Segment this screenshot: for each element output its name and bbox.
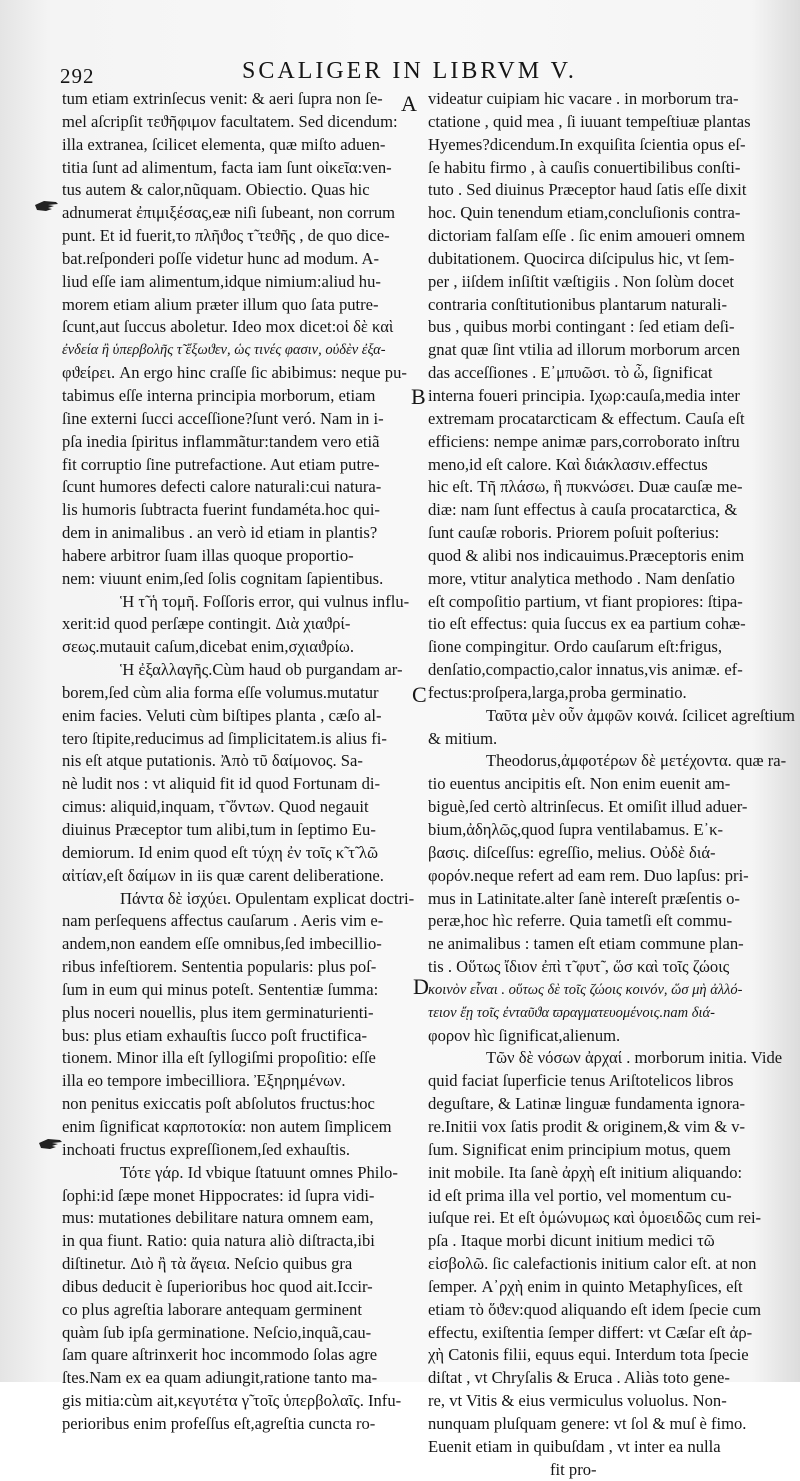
text-line: dem in animalibus . an verò id etiam in plantis? xyxy=(62,523,378,543)
text-line: pſa . Itaque morbi dicunt initium medici τῶ xyxy=(428,1231,715,1251)
text-line: tabimus eſſe interna principia morborum, etiam xyxy=(62,385,376,405)
text-line: tionem. Minor illa eſt ſyllogiſmi propoſitio: eſſe xyxy=(62,1048,376,1068)
text-line: adnumerat ἐπιμιξέσας,eæ niſi ſubeant, non corrum xyxy=(62,203,396,223)
text-line: Hyemes?dicendum.In exquiſita ſcientia opus eſ- xyxy=(428,134,746,154)
text-line: lis humoris ſubtracta fuerint fundaméta.hoc qui- xyxy=(62,500,380,520)
text-line: morem etiam alium præter illum quo ſata putre- xyxy=(62,294,379,314)
text-line: ſum. Significat enim principium motus, quem xyxy=(428,1139,731,1159)
pointing-hand-icon xyxy=(38,1137,64,1151)
text-line: χὴ Catonis filii, equus equi. Interdum tota ſpecie xyxy=(428,1345,749,1365)
text-line: bium,ἀδηλῶς,quod ſupra ventilabamus. Ε᾽κ- xyxy=(428,820,724,839)
text-line: diſtinetur. Διὸ ἢ τὰ ἄγεια. Neſcio quibus gra xyxy=(62,1254,353,1274)
text-line: interna foueri principia. Ιχωρ:cauſa,media inter xyxy=(428,385,740,405)
text-line: tero ſtipite,reducimus ad ſimplicitatem.is alius fi- xyxy=(62,728,387,748)
text-line: Theodorus,ἀμφοτέρων δὲ μετέχοντα. quæ ra- xyxy=(486,751,787,771)
text-line: deguſtare, & Latinæ linguæ fundamenta ignora- xyxy=(428,1094,746,1114)
pointing-hand-icon xyxy=(34,199,60,213)
text-line: φορον hìc ſignificat,alienum. xyxy=(428,1025,621,1045)
margin-letter-d: D xyxy=(413,974,429,999)
text-line: nem: viuunt enim,ſed ſolis cognitam ſapientibus. xyxy=(62,568,384,588)
text-line: inchoati fructus expreſſionem,ſed exhauſtis. xyxy=(62,1139,351,1159)
text-line: titia ſunt ad alimentum, facta iam ſunt οἰκεῖα:ven- xyxy=(62,157,392,177)
text-line: das acceſſiones . Ε᾽μπυῶσι. τὸ ὦ, ſignificat xyxy=(428,363,713,383)
text-line: tis . Οὕτως ἴδιον ἐπὶ τ̃ φυτ̃ , ὥσ καὶ τοῖς ζώοις xyxy=(428,957,730,977)
text-line: eſt compoſitio partium, vt fiant propiores: ſtipa- xyxy=(428,591,743,611)
text-line: biguè,ſed certò altrinſecus. Et omiſit illud aduer- xyxy=(428,797,748,817)
text-line: fectus:proſpera,larga,proba germinatio. xyxy=(428,682,687,702)
text-line: ſcunt humores defecti calore naturali:cui natura- xyxy=(62,477,382,497)
text-line: effectu, exiſtentia ſemper differt: vt Cæſar eſt ἀρ- xyxy=(428,1322,753,1342)
text-line: plus noceri nouellis, plus item germinaturienti- xyxy=(62,1002,374,1022)
text-line: fit corruptio ſine putrefactione. Aut etiam putre- xyxy=(62,454,380,474)
text-line: cimus: aliquid,inquam, τ̃ ὄντων. Quod negauit xyxy=(62,797,369,817)
text-line: per , iiſdem inſiſtit væſtigiis . Non ſolùm docet xyxy=(428,271,735,291)
text-line: enim facies. Veluti cùm biſtipes planta , cæſo al- xyxy=(62,705,382,725)
text-line: Ἡ τ̃ ἡ τομῆ. Foſſoris error, qui vulnus influ- xyxy=(120,591,410,611)
text-line: id eſt prima illa vel portio, vel momentum cu- xyxy=(428,1185,732,1205)
text-line: contraria conſtitutionibus plantarum naturali- xyxy=(428,294,728,314)
text-line: xerit:id quod perſæpe contingit. Διὰ χιαϑρί- xyxy=(62,614,351,634)
text-line: peræ,hoc hìc referre. Quia tametſi eſt commu- xyxy=(428,911,733,931)
text-line: Euenit etiam in quibuſdam , vt inter ea nulla xyxy=(428,1436,721,1456)
text-line: non penitus exiccatis poſt abſolutos fructus:hoc xyxy=(62,1094,375,1114)
text-line: dubitationem. Quocirca diſcipulus hic, vt ſem- xyxy=(428,248,735,268)
text-line: ctatione , quid mea , ſi iuuant tempeſtiuæ plantas xyxy=(428,111,751,131)
text-line: ſe habitu firmo , à cauſis conuertibilibus conſti- xyxy=(428,157,741,177)
text-line: & mitium. xyxy=(428,728,498,748)
greek-text-line: τειον ἔῃ τοῖς ἐνταῦϑα ϖραγματευομένοις.nam διά- xyxy=(428,1004,715,1021)
text-line: videatur cuipiam hic vacare . in morborum tra- xyxy=(428,89,739,108)
text-line: Ταῦτα μὲν οὖν ἀμφῶν κοινά. ſcilicet agreſtium xyxy=(486,705,795,725)
text-line: Τῶν δὲ νόσων ἀρχαί . morborum initia. Vide xyxy=(486,1048,783,1068)
text-line: borem,ſed cùm alia forma eſſe volumus.mutatur xyxy=(62,682,379,702)
text-line: ſione compingitur. Ordo cauſarum eſt:frigus, xyxy=(428,637,723,657)
text-line: bat.reſponderi poſſe videtur hunc ad modum. A- xyxy=(62,248,380,268)
text-line: βασις. diſceſſus: egreſſio, melius. Οὐδὲ διά- xyxy=(428,842,716,862)
text-line: dibus deducit è ſuperioribus hoc quod ait.Iccir- xyxy=(62,1276,373,1296)
text-line: bus: plus etiam exhauſtis ſucco poſt fructifica- xyxy=(62,1025,368,1045)
text-line: hoc. Quin tenendum etiam,concluſionis contra- xyxy=(428,203,741,223)
text-line: ſunt cauſæ roboris. Priorem poſuit poſterius: xyxy=(428,523,720,543)
text-line: ſum in eum qui minus poteſt. Sententiæ ſumma: xyxy=(62,979,379,999)
text-line: nè ludit nos : vt aliquid fit id quod Fortunam di- xyxy=(62,774,381,794)
left-column xyxy=(62,88,415,1436)
text-line: illa extranea, ſcilicet elementa, quæ miſto aduen- xyxy=(62,134,386,154)
text-line: ſam quare aſtrinxerit hoc incommodo ſolas agre xyxy=(62,1345,378,1365)
text-line: diæ: nam ſunt effectus à cauſa procatarctica, & xyxy=(428,500,738,520)
text-line: gnat quæ ſint vtilia ad illorum morborum arcen xyxy=(428,340,740,360)
text-line: dictoriam falſam eſſe . ſic enim amoueri omnem xyxy=(428,226,746,246)
text-line: demiorum. Id enim quod eſt τύχη ἐν τοῖς κ̃ τ̃ λῶ xyxy=(62,842,379,862)
text-line: enim ſignificat καρποτοκία: non autem ſimplicem xyxy=(62,1116,392,1136)
text-line: etiam τὸ ὅϑεν:quod aliquando eſt idem ſpecie cum xyxy=(428,1299,762,1319)
text-line: mus in Latinitate.alter ſanè intereſt præſentis o- xyxy=(428,888,740,908)
page-number: 292 xyxy=(60,64,95,88)
text-line: hic eſt. Τῆ πλάσω, ἢ πυκνώσει. Duæ cauſæ me- xyxy=(428,477,743,497)
text-line: denſatio,compactio,calor innatus,vis animæ. ef- xyxy=(428,660,743,680)
catchword: fit pro- xyxy=(550,1459,597,1479)
text-line: habere arbitror ſuam illas quoque proportio- xyxy=(62,545,354,565)
text-line: gis mitia:cùm ait,κεγυτέτα γ̃ τοῖς ὑπερβολαῖς. Infu- xyxy=(62,1391,402,1411)
text-line: tuto . Sed diuinus Præceptor haud ſatis eſſe dixit xyxy=(428,180,747,200)
text-line: ſcunt,aut ſuccus aboletur. Ideo mox dicet:οἱ δὲ καὶ xyxy=(62,317,394,337)
text-line: ne animalibus : tamen eſt etiam commune plan- xyxy=(428,934,744,954)
text-line: αἰτίαν,eſt δαίμων in iis quæ carent deliberatione. xyxy=(62,865,384,885)
text-line: bus , quibus morbi contingant : ſed etiam deſi- xyxy=(428,317,735,337)
page-header xyxy=(0,52,800,88)
greek-text-line: ἐνδεία ἢ ὑπερβολῆς τ̃ ἔξωϑεν, ὡς τινές φασιν, οὐδὲν ἐξα- xyxy=(62,342,386,359)
text-line: φϑείρει. An ergo hinc craſſe ſic abibimus: neque pu- xyxy=(62,363,407,383)
text-line: ribus infeſtiorem. Sententia popularis: plus poſ- xyxy=(62,957,377,977)
text-line: ſemper. Α᾽ρχὴ enim in quinto Metaphyſices, eſt xyxy=(428,1276,743,1296)
text-line: tio eſt effectus: quia ſuccus ex ea partium cohæ- xyxy=(428,614,746,634)
text-line: εἰσβολῶ. ſic calefactionis initium calor eſt. at non xyxy=(428,1254,757,1274)
text-line: re.Initii vox ſatis prodit & originem,& vim & v- xyxy=(428,1116,746,1136)
text-line: efficiens: nempe animæ pars,corroborato inſtru xyxy=(428,431,740,451)
text-line: ſine externi ſucci acceſſione?ſunt veró. Nam in i- xyxy=(62,408,384,428)
text-line: co plus agreſtia laborare antequam germinent xyxy=(62,1299,362,1319)
text-line: Ἡ ἐξαλλαγῆς.Cùm haud ob purgandam ar- xyxy=(120,660,403,680)
text-line: punt. Et id fuerit,το πλῆϑος τ̃ τεϑῆς , de quo dice- xyxy=(62,226,390,246)
text-line: nis eſt atque putationis. Ἀπὸ τῦ δαίμονος. Sa- xyxy=(62,751,363,771)
text-line: more, vtitur analytica methodo . Nam denſatio xyxy=(428,568,735,588)
text-line: quod & alibi nos indicauimus.Præceptoris enim xyxy=(428,545,745,565)
text-line: φορόν.neque refert ad eam rem. Duo lapſus: pri- xyxy=(428,865,749,885)
running-title: SCALIGER IN LIBRVM V. xyxy=(242,58,577,84)
text-line: mus: mutationes debilitare natura omnem eam, xyxy=(62,1208,374,1228)
text-line: diuinus Præceptor tum alibi,tum in ſeptimo Eu- xyxy=(62,820,376,839)
text-line: perioribus enim profeſſus eſt,agreſtia cuncta ro- xyxy=(62,1413,376,1433)
text-line: pſa inedia ſpiritus inflammãtur:tandem vero etiã xyxy=(62,431,380,451)
text-line: andem,non eandem eſſe omnibus,ſed imbecillio- xyxy=(62,934,382,954)
text-line: ſtes.Nam ex ea quam adiungit,ratione tanto ma- xyxy=(62,1368,378,1388)
text-line: re, vt Vitis & eius vermiculus voluolus. Non- xyxy=(428,1391,727,1411)
margin-letter-a: A xyxy=(401,91,417,116)
text-line: σεως.mutauit caſum,dicebat enim,σχιαϑρίω. xyxy=(62,637,354,657)
text-line: quid faciat ſuperficie tenus Ariſtotelicos libros xyxy=(428,1071,734,1091)
margin-letter-b: B xyxy=(411,384,426,409)
text-line: init mobile. Ita ſanè ἀρχὴ eſt initium aliquando: xyxy=(428,1162,743,1182)
text-line: liud eſſe iam alimentum,idque nimium:aliud hu- xyxy=(62,271,381,291)
text-line: ſophi:id ſæpe monet Hippocrates: id ſupra vidi- xyxy=(62,1185,375,1205)
text-line: in qua fiunt. Ratio: quia natura aliò diſtracta,ibi xyxy=(62,1231,375,1251)
text-line: tum etiam extrinſecus venit: & aeri ſupra non ſe- xyxy=(62,89,383,108)
text-line: mel aſcripſit τεϑῆφιμον facultatem. Sed dicendum: xyxy=(62,111,398,131)
text-line: iuſque rei. Et eſt ὁμώνυμως καὶ ὁμοειδῶς cum rei- xyxy=(428,1208,762,1228)
text-line: Πάντα δὲ ἰσχύει. Opulentam explicat doctri- xyxy=(120,888,415,908)
greek-text-line: κοινὸν εἶναι . οὕτως δὲ τοῖς ζώοις κοινόν, ὥσ μὴ ἀλλό- xyxy=(428,981,743,998)
text-line: Τότε γάρ. Id vbique ſtatuunt omnes Philo- xyxy=(120,1162,398,1182)
text-line: quàm ſub ipſa germinatione. Neſcio,inquã,cau- xyxy=(62,1322,372,1342)
text-line: diſtat , vt Chryſalis & Eruca . Aliàs toto gene- xyxy=(428,1368,730,1388)
text-line: extremam procatarcticam & effectum. Cauſa eſt xyxy=(428,408,745,428)
text-line: nam perſequens affectus cauſarum . Aeris vim e- xyxy=(62,911,384,931)
text-line: illa eo tempore imbecilliora. Ἐξηρημένων. xyxy=(62,1071,346,1091)
margin-letter-c: C xyxy=(412,682,427,707)
text-line: nunquam pluſquam genere: vt ſol & muſ è fimo. xyxy=(428,1413,747,1433)
text-line: tio euentus ancipitis eſt. Non enim euenit am- xyxy=(428,774,731,794)
text-line: tus autem & calor,nũquam. Obiectio. Quas hic xyxy=(62,180,370,200)
text-line: meno,id eſt calore. Καὶ διάκλασιν.effectus xyxy=(428,454,708,474)
right-column xyxy=(428,88,795,1481)
